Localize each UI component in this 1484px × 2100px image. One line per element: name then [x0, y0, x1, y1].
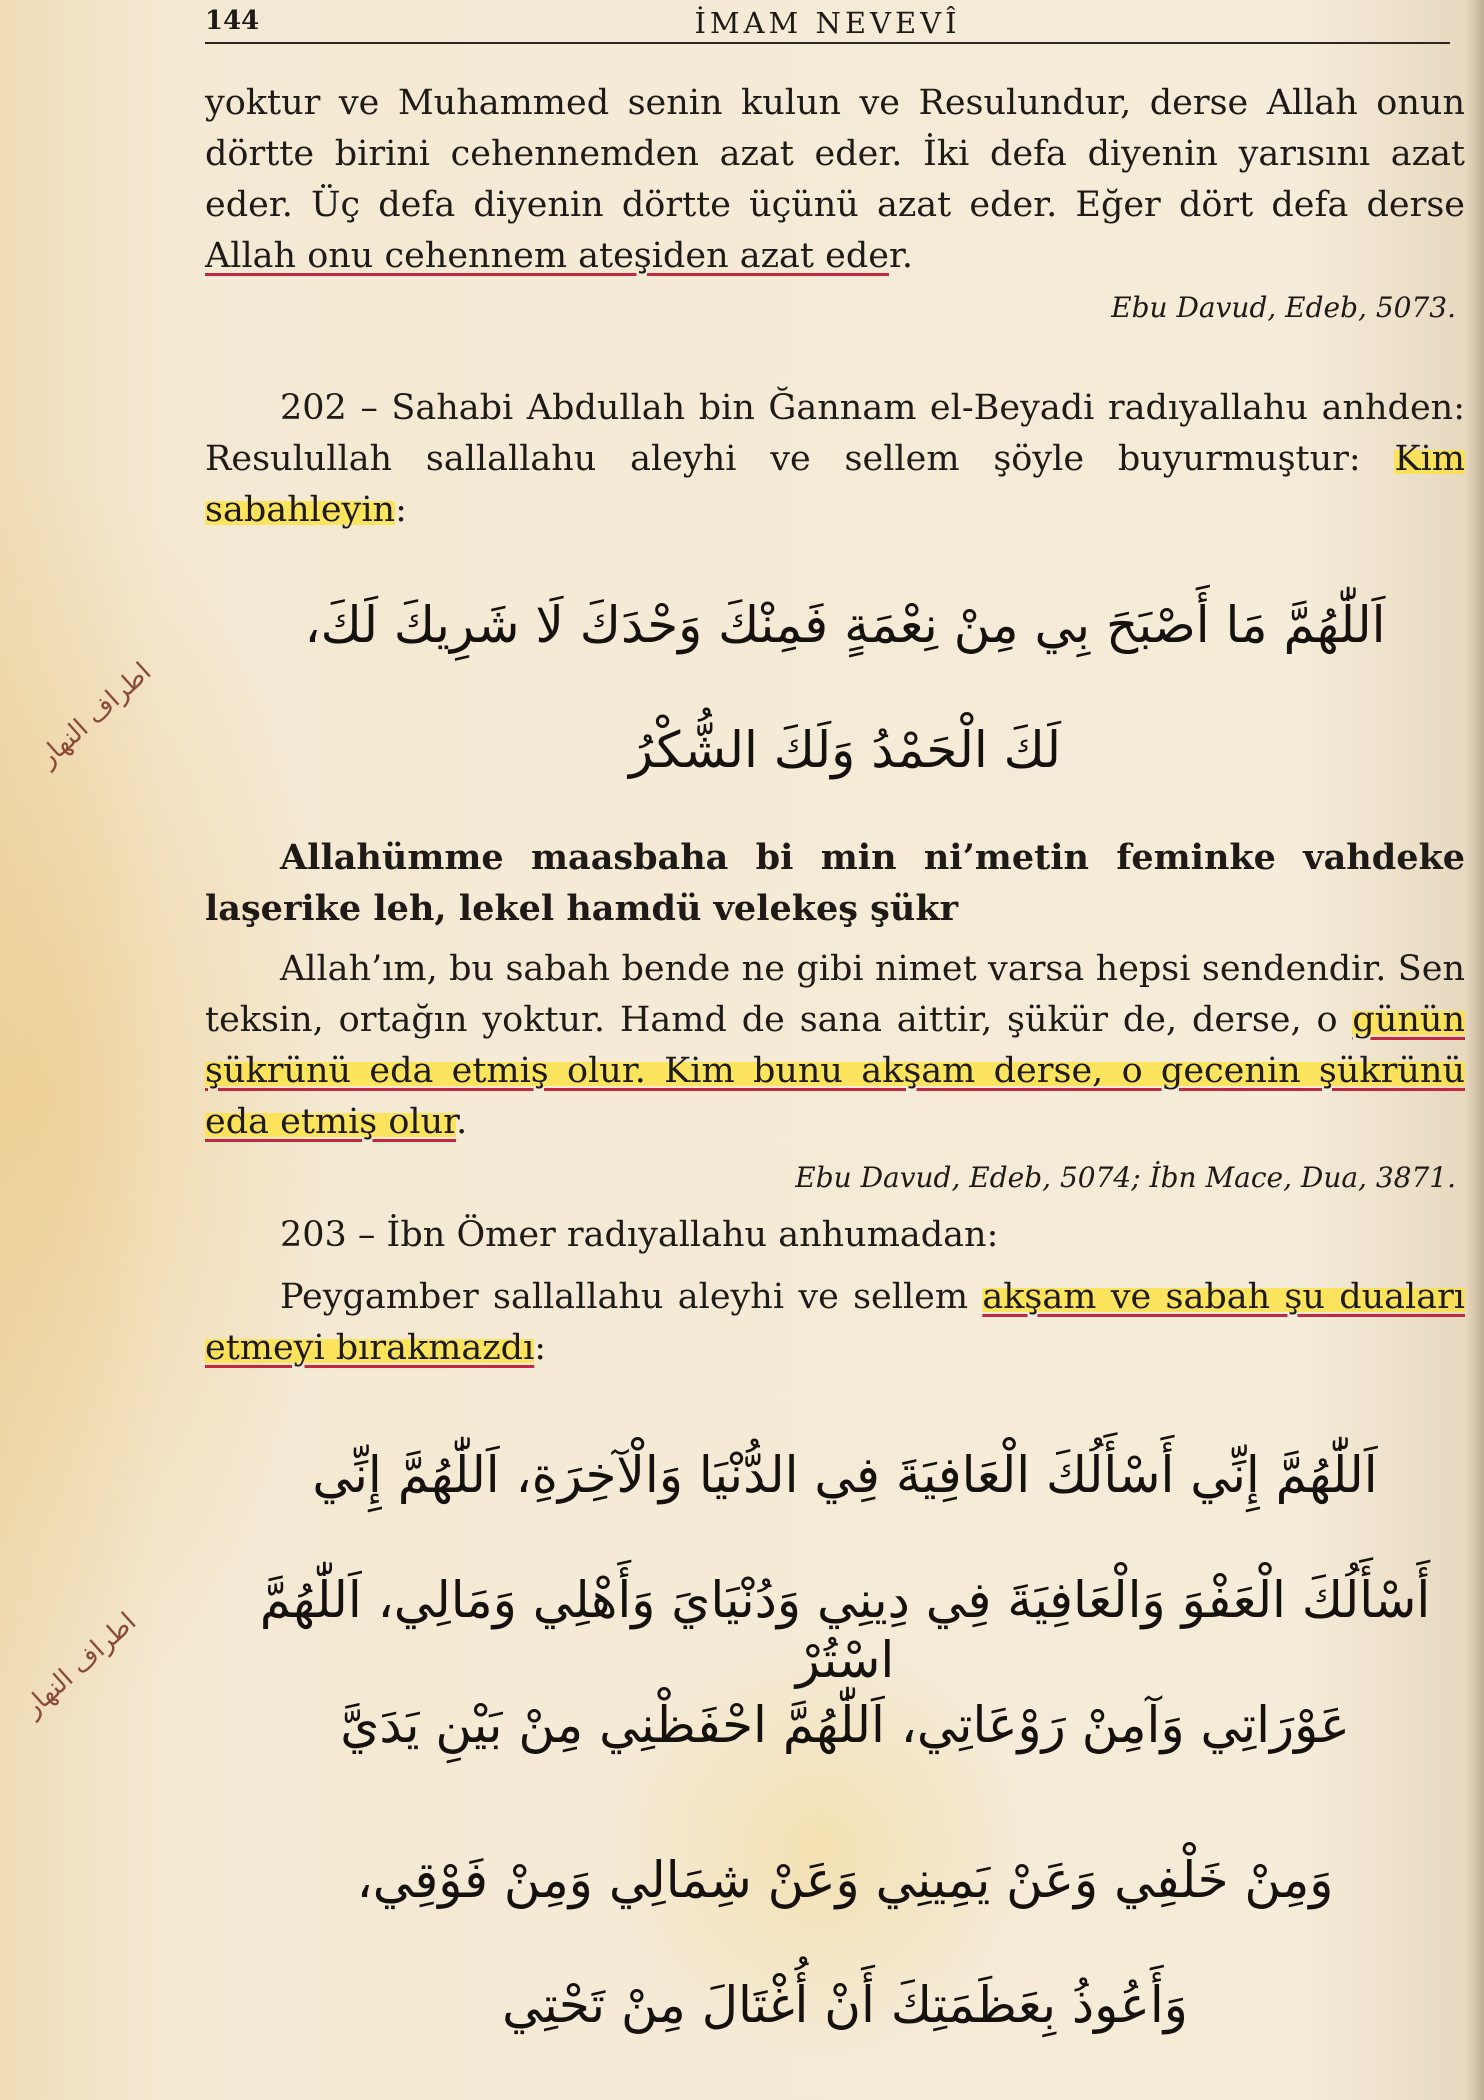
hadith-202-intro — [205, 383, 1465, 536]
arabic-dua-202-line-1: اَللّٰهُمَّ مَا أَصْبَحَ بِي مِنْ نِعْمَةٍ فَمِنْكَ وَحْدَكَ لَا شَرِيكَ لَكَ، — [304, 596, 1386, 654]
transliteration-202: Allahümme maasbaha bi min ni’metin feminke vahdeke laşerike leh, lekel hamdü velekeş şükr — [205, 837, 1465, 929]
para1-text: yoktur ve Muhammed senin kulun ve Resulundur, derse Allah onun dörtte birini cehennemden azat eder. İki defa diyenin yarısını azat eder. Üç defa diyenin dörtte üçünü azat eder. Eğer dört defa derse — [205, 83, 1465, 225]
running-title: İMAM NEVEVÎ — [694, 6, 961, 40]
arabic-dua-203-line-1: اَللّٰهُمَّ إِنِّي أَسْأَلُكَ الْعَافِيَةَ فِي الدُّنْيَا وَالْآخِرَةِ، اَللّٰهُمَّ إِنِّي — [312, 1446, 1378, 1504]
header-rule — [205, 42, 1450, 44]
hadith-203-text: Peygamber sallallahu aleyhi ve sellem — [280, 1277, 983, 1317]
hadith-203-highlight: akşam ve sabah şu duaları etmeyi bırakmazdı — [205, 1277, 1465, 1368]
reference-5073: Ebu Davud, Edeb, 5073. — [1111, 291, 1456, 324]
hadith-203-line — [205, 1272, 1465, 1374]
margin-note-1: اطراف النهار — [32, 656, 158, 774]
hadith-202-colon: : — [395, 490, 407, 530]
meaning-202-text: Allah’ım, bu sabah bende ne gibi nimet varsa hepsi sendendir. Sen teksin, ortağın yoktur. Hamd de sana aittir, şükür de, derse, o — [205, 949, 1465, 1040]
margin-note-2: اطراف النهار — [17, 1606, 143, 1724]
para1-underlined: Allah onu cehennem ateşiden azat ede — [205, 236, 889, 276]
meaning-202-end: . — [456, 1102, 468, 1142]
meaning-202-highlight: günün şükrünü eda etmiş olur. Kim bunu akşam derse, o gecenin şükrünü eda etmiş olur — [205, 1000, 1465, 1142]
hadith-202-intro-text: 202 – Sahabi Abdullah bin Ğannam el-Beyadi radıyallahu anhden: Resulullah sallallahu aleyhi ve sellem şöyle buyurmuştur: — [205, 388, 1465, 479]
page-header — [205, 6, 1450, 42]
hadith-203-colon: : — [534, 1328, 547, 1368]
meaning-202 — [205, 944, 1465, 1148]
arabic-dua-203-line-5: وَأَعُوذُ بِعَظَمَتِكَ أَنْ أُغْتَالَ مِنْ تَحْتِي — [502, 1976, 1188, 2034]
arabic-dua-203-line-3: عَوْرَاتِي وَآمِنْ رَوْعَاتِي، اَللّٰهُمَّ احْفَظْنِي مِنْ بَيْنِ يَدَيَّ — [340, 1696, 1350, 1754]
page-edge-shadow — [1466, 0, 1484, 2100]
hadith-202-highlight: Kim sabahleyin — [205, 439, 1465, 530]
arabic-dua-203-line-4: وَمِنْ خَلْفِي وَعَنْ يَمِينِي وَعَنْ شِمَالِي وَمِنْ فَوْقِي، — [356, 1851, 1334, 1909]
para1-end: r. — [888, 236, 913, 276]
hadith-203-intro: 203 – İbn Ömer radıyallahu anhumadan: — [280, 1215, 999, 1255]
reference-5074: Ebu Davud, Edeb, 5074; İbn Mace, Dua, 3871. — [795, 1161, 1456, 1194]
page-number: 144 — [205, 6, 260, 36]
arabic-dua-202-line-2: لَكَ الْحَمْدُ وَلَكَ الشُّكْرُ — [628, 721, 1062, 779]
arabic-dua-203-line-2: أَسْأَلُكَ الْعَفْوَ وَالْعَافِيَةَ فِي دِينِي وَدُنْيَايَ وَأَهْلِي وَمَالِي، اَللّٰهُمَّ اسْتُرْ — [259, 1571, 1431, 1689]
paragraph-continuation — [205, 78, 1465, 282]
